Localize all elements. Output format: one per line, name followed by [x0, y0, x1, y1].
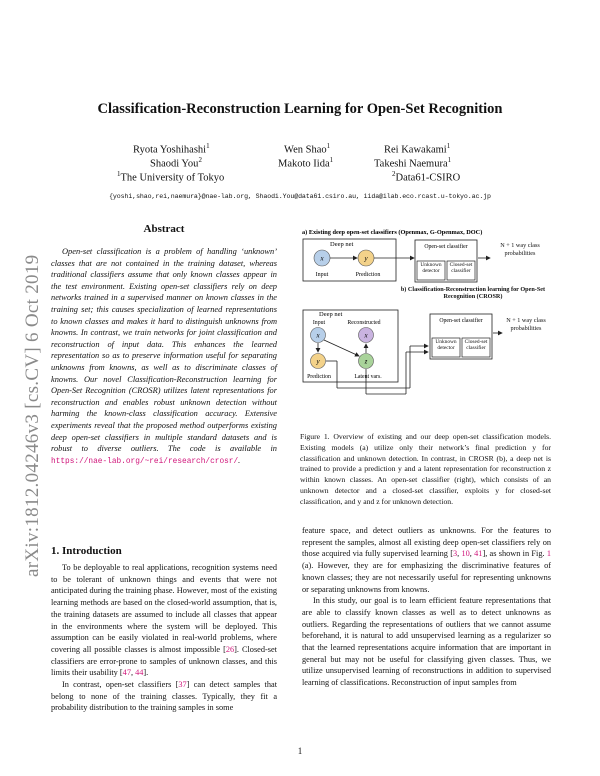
affiliation-1: $^1$The University of Tokyo — [117, 170, 225, 184]
citation-link[interactable]: 26 — [225, 644, 235, 654]
section-heading: 1. Introduction — [51, 545, 122, 557]
latent-label: Latent vars. — [354, 374, 382, 380]
citation-link[interactable]: 10 — [461, 549, 470, 559]
deep-net-label-b: Deep net — [319, 311, 343, 318]
reconstructed-label: Reconstructed — [347, 320, 381, 326]
input-label-b: Input — [312, 320, 326, 326]
unknown-detector-b-label: Unknown detector — [435, 339, 457, 351]
output-label-a: N + 1 way class probabilities — [500, 242, 540, 257]
author-5: Makoto Iida$^1$ — [278, 156, 334, 170]
author-6: Takeshi Naemura$^1$ — [374, 156, 452, 170]
panel-a-title: a) Existing deep open-set classifiers (Openmax, G-Openmax, DOC) — [302, 229, 483, 236]
arxiv-identifier: arXiv:1812.04246v3 [cs.CV] 6 Oct 2019 — [22, 254, 43, 577]
prediction-label-a: Prediction — [355, 272, 381, 278]
right-paragraph-2: In this study, our goal is to learn efficient feature representations that are able to classify known classes as well as to detect unknowns as outliers. Regarding the representations of outliers that we cannot assume beforehand, it is natural to add unsupervised learning as a regularizer so that the learned representations acquire information that are important in general but may not be useful for classifying given classes. Thus, we utilize unsupervised learning of reconstructions in addition to supervised learning of classifications. Reconstruction of input samples from — [302, 596, 551, 688]
openset-label-b: Open-set classifier — [439, 318, 483, 324]
output-label-b: N + 1 way class probabilities — [506, 317, 546, 332]
node-x-a-label: x — [320, 254, 324, 263]
author-1: Ryota Yoshihashi$^1$ — [133, 142, 210, 156]
figure-1-diagram — [302, 228, 550, 420]
figure-caption: Figure 1. Overview of existing and our deep open-set classification models. Existing models (a) utilize only their network’s final prediction y for classification and unknown detection. In contrast, in CROSR (b), a deep net is trained to provide a prediction y and a latent representation for reconstruction z within known classes. An open-set classifier (right), which consists of an unknown detector and a closed-set classifier, exploits y for closed-set classification, and y and z for unknown detection. — [300, 432, 551, 506]
abstract-heading: Abstract — [143, 223, 185, 235]
closed-set-b-label: Closed-set classifier — [464, 339, 488, 351]
figure-link[interactable]: 1 — [546, 549, 551, 559]
intro-right-column — [302, 525, 551, 689]
author-emails: {yoshi,shao,rei,naemura}@nae-lab.org, Shaodi.You@data61.csiro.au, iida@ilab.eco.rcast.u-tokyo.ac.jp — [109, 193, 491, 200]
author-3: Rei Kawakami$^1$ — [384, 142, 451, 156]
openset-label-a: Open-set classifier — [424, 244, 468, 250]
node-z-label: z — [364, 357, 368, 366]
svg-text:Open-set classifier — [439, 317, 482, 324]
author-2: Wen Shao$^1$ — [284, 142, 331, 156]
intro-paragraph-1: To be deployable to real applications, recognition systems need to be tolerant of unknown things and events that were not anticipated during the training phase. However, most of the existing learning methods are based on the closed-world assumption, that is, the training datasets are assumed to include all classes that appear in the environments where the system will be deployed. This assumption can be easily violated in real-world problems, where covering all possible classes is almost impossible [26]. Closed-set classifiers are error-prone to samples of unknown classes, and this limits their usability [47, 44]. — [51, 563, 277, 678]
citation-link[interactable]: 41 — [474, 549, 483, 559]
arxiv-sidebar — [2, 205, 42, 575]
unknown-detector-a-label: Unknown detector — [420, 262, 442, 274]
right-paragraph-1: feature space, and detect outliers as unknowns. For the features to represent the samples, almost all existing deep open-set classifiers rely on those acquired via fully supervised learning [3, 10, 41], as shown in Fig. 1 (a). However, they are for emphasizing the discriminative features of known classes; they are not necessarily useful for representing unknowns or separating unknowns from knowns. — [302, 526, 551, 594]
affiliation-2: $^2$Data61-CSIRO — [392, 170, 461, 184]
citation-link[interactable]: 3 — [452, 549, 458, 559]
node-y-a-label: y — [364, 254, 368, 263]
citation-link[interactable]: 44 — [135, 668, 144, 678]
abstract-text: Open-set classification is a problem of handling ‘unknown’ classes that are not contained in the training dataset, whereas traditional classifiers assume that only known classes appear in the test environment. Existing open-set classifiers rely on deep networks trained in a supervised manner on known classes in the training set; this causes specialization of learned representations to known classes and makes it hard to distinguish unknowns from knowns. In contrast, we train networks for joint classification and reconstruction of input data. This enhances the learned representation so as to preserve information useful for separating unknowns from knowns, as well as to discriminate classes of knowns. Our novel Classification-Reconstruction learning for Open-Set Recognition (CROSR) utilizes latent representations for reconstruction and enables robust unknown detection without harming the known-class classification accuracy. Extensive experiments reveal that the proposed method outperforms existing deep open-set classifiers in multiple standard datasets and is robust to diverse outliers. The code is available in https://nae-lab.org/~rei/research/crosr/. — [51, 247, 277, 466]
paper-title: Classification-Reconstruction Learning for Open-Set Recognition — [97, 101, 503, 117]
code-link[interactable]: https://nae-lab.org/~rei/research/crosr/ — [51, 457, 239, 466]
author-4: Shaodi You$^2$ — [150, 156, 202, 170]
deep-net-label-a: Deep net — [330, 241, 354, 248]
intro-left-column — [51, 562, 277, 714]
citation-link[interactable]: 37 — [178, 680, 187, 690]
intro-paragraph-2: In contrast, open-set classifiers [37] can detect samples that belong to none of the training classes. Typically, they fit a probability distribution to the training samples in some — [51, 680, 277, 713]
citation-link[interactable]: 47 — [122, 668, 131, 678]
prediction-label-b: Prediction — [307, 374, 331, 380]
page-number: 1 — [297, 746, 303, 756]
closed-set-a-label: Closed-set classifier — [449, 262, 473, 274]
arrow-x-to-z — [324, 340, 359, 356]
node-x-b-label: x — [316, 331, 320, 340]
input-label-a: Input — [315, 272, 329, 278]
panel-b-title: b) Classification-Reconstruction learning for Open-Set Recognition (CROSR) — [400, 286, 546, 300]
node-y-b-label: y — [316, 357, 320, 366]
node-xhat-label: x — [364, 331, 368, 340]
